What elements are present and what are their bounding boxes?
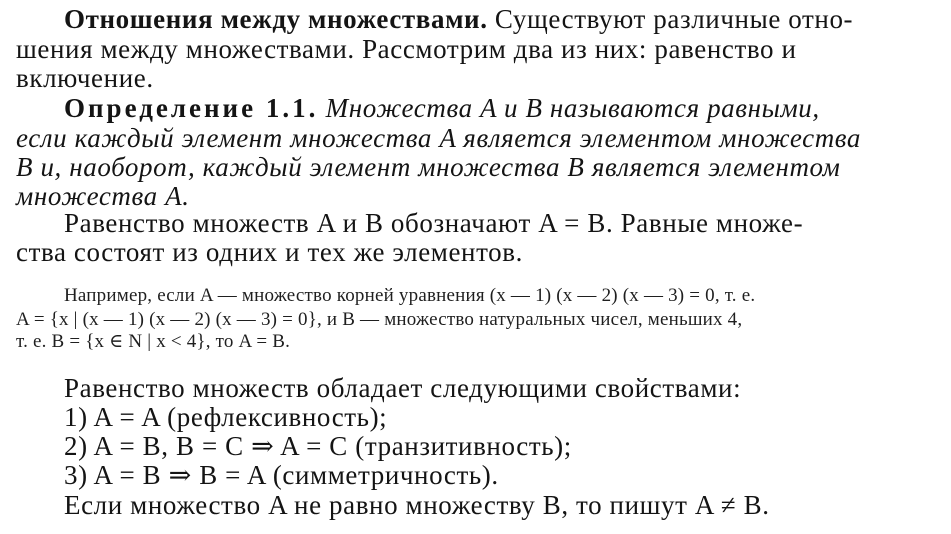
definition-line-1 xyxy=(64,93,820,123)
inequality-sentence: Если множество A не равно множеству B, то пишут A ≠ B. xyxy=(64,490,770,520)
properties-intro: Равенство множеств обладает следующими свойствами: xyxy=(64,373,742,403)
example-line-2: A = {x | (x — 1) (x — 2) (x — 3) = 0}, и B — множество натуральных чисел, меньших 4, xyxy=(16,309,743,330)
property-reflexivity: 1) A = A (рефлексивность); xyxy=(64,402,388,432)
definition-line-2: если каждый элемент множества A является элементом множества xyxy=(16,123,862,153)
paragraph-relations-line-2: шения между множествами. Рассмотрим два из них: равенство и xyxy=(16,34,797,64)
definition-label: Определение 1.1. xyxy=(64,93,319,123)
section-heading: Отношения между множествами. xyxy=(64,4,488,34)
example-line-3: т. е. B = {x ∈ N | x < 4}, то A = B. xyxy=(16,331,291,352)
property-symmetry: 3) A = B ⇒ B = A (симметричность). xyxy=(64,460,499,490)
paragraph-relations-line-3: включение. xyxy=(16,63,154,93)
equality-paragraph-line-2: ства состоят из одних и тех же элементов. xyxy=(16,237,523,267)
definition-text: Множества A и B называются равными, xyxy=(318,93,820,123)
definition-line-4: множества A. xyxy=(16,181,190,211)
property-transitivity: 2) A = B, B = C ⇒ A = C (транзитивность); xyxy=(64,431,572,461)
definition-line-3: B и, наоборот, каждый элемент множества B является элементом xyxy=(16,152,841,182)
equality-paragraph-line-1: Равенство множеств A и B обозначают A = B. Равные множе- xyxy=(64,208,804,238)
paragraph-relations-line-1 xyxy=(64,4,853,34)
example-line-1: Например, если A — множество корней уравнения (x — 1) (x — 2) (x — 3) = 0, т. е. xyxy=(64,285,756,306)
paragraph-relations-text: Существуют различные отно- xyxy=(487,4,854,34)
